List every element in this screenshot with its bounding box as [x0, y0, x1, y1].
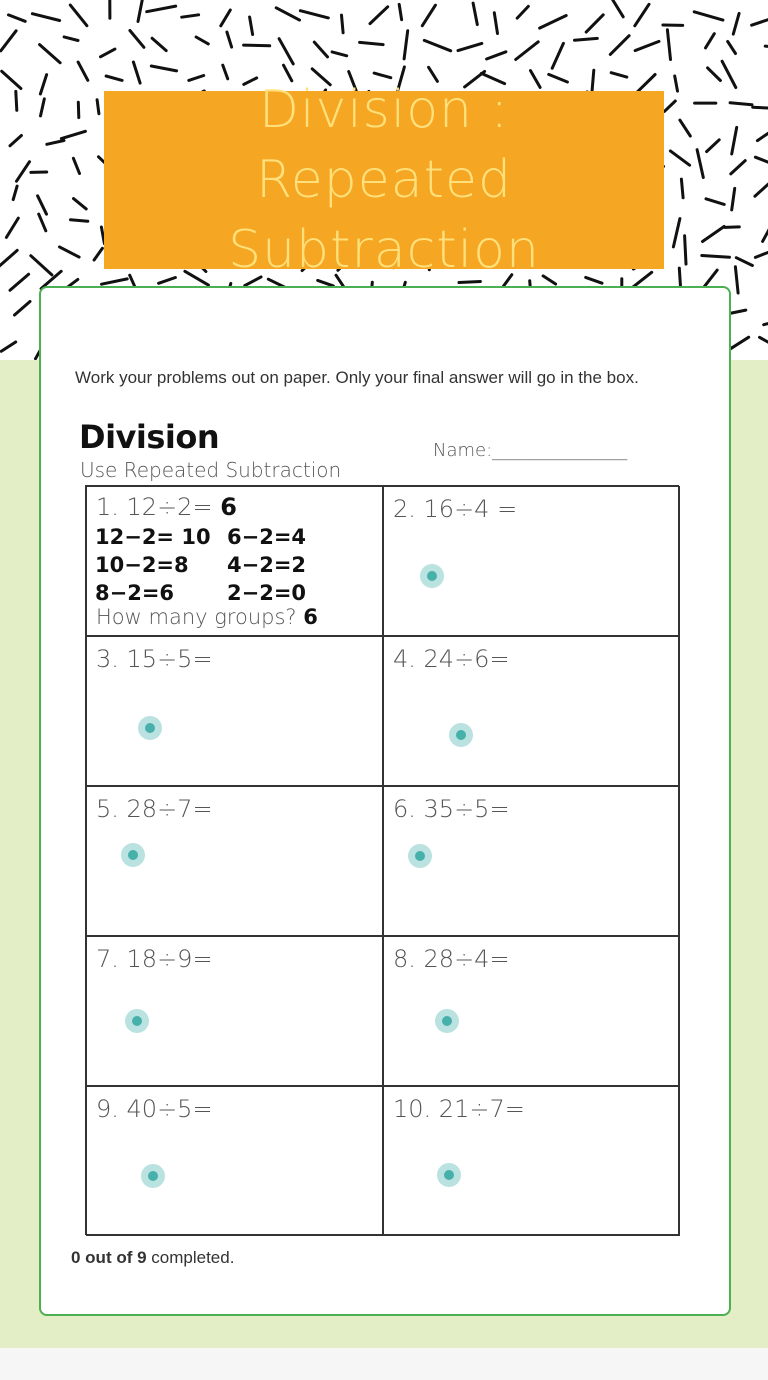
example-step: 6−2=4 — [227, 525, 307, 549]
pattern-dash — [664, 101, 675, 111]
problem-cell — [86, 1086, 383, 1236]
pattern-dash — [473, 3, 477, 25]
answer-dot-icon — [456, 730, 466, 740]
pattern-dash — [70, 5, 87, 26]
pattern-dash — [755, 157, 768, 163]
pattern-dash — [731, 161, 745, 174]
pattern-dash — [708, 68, 721, 81]
pattern-dash — [458, 43, 482, 50]
pattern-dash — [94, 248, 102, 260]
title-banner — [104, 80, 664, 280]
progress-text — [71, 1248, 234, 1268]
pattern-dash — [370, 7, 388, 24]
answer-input[interactable] — [435, 1009, 459, 1033]
pattern-dash — [399, 4, 401, 19]
pattern-dash — [694, 12, 723, 20]
pattern-dash — [635, 41, 659, 50]
worksheet-subtitle: Use Repeated Subtraction — [80, 458, 342, 482]
answer-dot-icon — [148, 1171, 158, 1181]
pattern-dash — [276, 8, 299, 20]
pattern-dash — [575, 38, 598, 40]
pattern-dash — [47, 141, 64, 145]
problem-text: 8. 28÷4= — [393, 945, 510, 973]
pattern-dash — [517, 6, 528, 18]
pattern-dash — [250, 17, 253, 35]
pattern-dash — [60, 247, 80, 257]
answer-input[interactable] — [125, 1009, 149, 1033]
problem-text: 3. 15÷5= — [96, 645, 213, 673]
pattern-dash — [106, 76, 122, 80]
problem-text: 4. 24÷6= — [393, 645, 510, 673]
pattern-dash — [15, 302, 31, 316]
worksheet-title: Division — [79, 418, 220, 456]
answer-dot-icon — [132, 1016, 142, 1026]
pattern-dash — [101, 49, 115, 57]
pattern-dash — [755, 248, 768, 257]
pattern-dash — [342, 15, 344, 33]
pattern-dash — [227, 32, 232, 47]
problem-cell — [383, 936, 680, 1086]
pattern-dash — [707, 140, 720, 152]
pattern-dash — [40, 75, 46, 94]
pattern-dash — [516, 42, 539, 60]
pattern-dash — [755, 182, 768, 197]
example-step: 4−2=2 — [227, 553, 307, 577]
pattern-dash — [732, 188, 735, 210]
answer-dot-icon — [145, 723, 155, 733]
pattern-dash — [97, 100, 99, 114]
answer-input[interactable] — [138, 716, 162, 740]
answer-dot-icon — [442, 1016, 452, 1026]
pattern-dash — [706, 34, 715, 48]
pattern-dash — [670, 151, 689, 165]
pattern-dash — [685, 236, 686, 264]
example-step: 8−2=6 — [95, 581, 175, 605]
answer-input[interactable] — [437, 1163, 461, 1187]
pattern-dash — [702, 256, 730, 258]
answer-dot-icon — [427, 571, 437, 581]
footer-band — [0, 1348, 768, 1380]
progress-suffix: completed. — [146, 1248, 235, 1267]
problem-cell — [86, 936, 383, 1086]
pattern-dash — [9, 15, 26, 21]
pattern-dash — [39, 214, 46, 231]
pattern-dash — [6, 218, 18, 237]
pattern-dash — [78, 62, 88, 80]
pattern-dash — [279, 39, 293, 64]
pattern-dash — [1, 342, 15, 351]
pattern-dash — [130, 31, 144, 48]
pattern-dash — [360, 42, 384, 44]
pattern-dash — [10, 136, 21, 146]
pattern-dash — [728, 42, 736, 54]
pattern-dash — [552, 43, 563, 68]
pattern-dash — [332, 52, 347, 56]
pattern-dash — [32, 14, 59, 21]
pattern-dash — [64, 37, 78, 41]
answer-input[interactable] — [408, 844, 432, 868]
pattern-dash — [673, 219, 680, 247]
pattern-dash — [730, 103, 752, 105]
pattern-dash — [610, 36, 629, 55]
example-question-text: How many groups? — [96, 605, 297, 629]
pattern-dash — [152, 38, 166, 50]
pattern-dash — [735, 267, 738, 293]
pattern-dash — [71, 220, 88, 222]
pattern-dash — [722, 61, 736, 87]
pattern-dash — [314, 42, 327, 57]
pattern-dash — [680, 120, 690, 136]
pattern-dash — [31, 256, 52, 275]
pattern-dash — [540, 16, 567, 29]
pattern-dash — [422, 5, 435, 26]
pattern-dash — [757, 126, 768, 141]
example-step: 2−2=0 — [227, 581, 307, 605]
pattern-dash — [2, 71, 21, 88]
pattern-dash — [61, 131, 85, 138]
example-problem-text: 1. 12÷2= — [96, 493, 213, 521]
pattern-dash — [752, 19, 768, 25]
answer-dot-icon — [128, 850, 138, 860]
pattern-dash — [736, 258, 752, 266]
problem-cell — [383, 786, 680, 936]
problem-text: 9. 40÷5= — [96, 1095, 213, 1123]
pattern-dash — [38, 196, 47, 214]
pattern-dash — [17, 162, 30, 182]
pattern-dash — [753, 107, 768, 108]
problem-text: 7. 18÷9= — [96, 945, 213, 973]
example-problem — [96, 493, 237, 521]
pattern-dash — [635, 4, 649, 26]
problem-cell — [86, 786, 383, 936]
problem-cell — [86, 636, 383, 786]
pattern-dash — [151, 66, 176, 71]
pattern-dash — [244, 45, 270, 46]
answer-input[interactable] — [121, 843, 145, 867]
pattern-dash — [494, 13, 497, 34]
pattern-dash — [41, 99, 45, 116]
pattern-dash — [763, 228, 768, 241]
problem-cell — [383, 486, 680, 636]
problem-cell — [383, 1086, 680, 1236]
answer-dot-icon — [444, 1170, 454, 1180]
pattern-dash — [73, 158, 79, 173]
pattern-dash — [10, 274, 29, 290]
pattern-dash — [300, 11, 328, 18]
pattern-dash — [725, 227, 739, 228]
answer-dot-icon — [415, 851, 425, 861]
pattern-dash — [40, 45, 61, 63]
name-line: Name:_______________ — [433, 440, 628, 461]
pattern-dash — [182, 15, 199, 17]
pattern-dash — [0, 250, 17, 266]
pattern-dash — [1, 31, 16, 51]
progress-count: 0 out of 9 — [71, 1248, 147, 1267]
pattern-dash — [138, 0, 142, 21]
problems-grid — [85, 485, 679, 1235]
example-question — [96, 605, 318, 629]
answer-input[interactable] — [449, 723, 473, 747]
page-title: Division : Repeated Subtraction — [228, 80, 540, 280]
pattern-dash — [196, 37, 208, 44]
pattern-dash — [404, 31, 408, 59]
pattern-dash — [586, 15, 603, 32]
problem-text: 2. 16÷4 = — [393, 495, 518, 523]
pattern-dash — [703, 227, 725, 242]
pattern-dash — [679, 268, 680, 288]
pattern-dash — [221, 10, 231, 26]
problem-text: 5. 28÷7= — [96, 795, 213, 823]
example-step: 10−2=8 — [95, 553, 189, 577]
example-step: 12−2= 10 — [95, 525, 211, 549]
example-cell — [86, 486, 383, 636]
pattern-dash — [78, 102, 79, 117]
pattern-dash — [487, 52, 506, 59]
pattern-dash — [706, 199, 724, 205]
pattern-dash — [667, 30, 670, 60]
answer-input[interactable] — [420, 564, 444, 588]
pattern-dash — [147, 6, 176, 12]
pattern-dash — [424, 40, 450, 50]
pattern-dash — [697, 150, 703, 178]
pattern-dash — [732, 127, 737, 154]
pattern-dash — [16, 91, 17, 110]
pattern-dash — [675, 76, 678, 91]
example-answer: 6 — [220, 493, 237, 521]
pattern-dash — [733, 13, 739, 34]
pattern-dash — [764, 318, 768, 325]
pattern-dash — [13, 186, 17, 200]
problem-text: 6. 35÷5= — [393, 795, 510, 823]
pattern-dash — [613, 0, 623, 17]
answer-input[interactable] — [141, 1164, 165, 1188]
problem-cell — [383, 636, 680, 786]
pattern-dash — [681, 179, 683, 198]
pattern-dash — [74, 199, 87, 209]
example-question-answer: 6 — [303, 605, 318, 629]
problem-text: 10. 21÷7= — [393, 1095, 525, 1123]
instructions-text: Work your problems out on paper. Only your final answer will go in the box. — [75, 368, 639, 387]
pattern-dash — [760, 337, 768, 352]
